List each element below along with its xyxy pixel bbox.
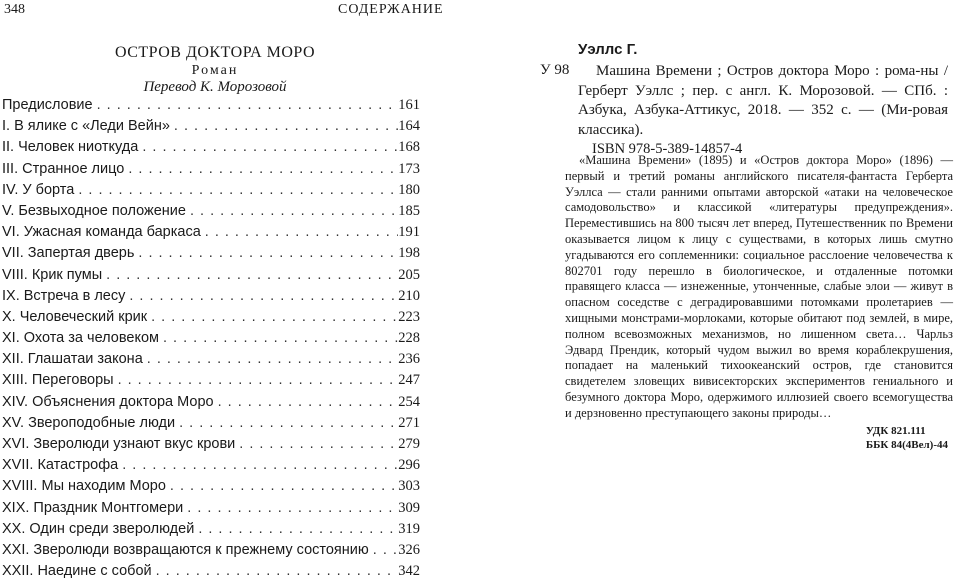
toc-entry-page: 309 bbox=[398, 499, 420, 516]
toc-leader-dots bbox=[194, 521, 398, 537]
toc-leader-dots bbox=[175, 415, 398, 431]
toc-entry-page: 342 bbox=[398, 563, 420, 580]
toc-entry-title: XVII. Катастрофа bbox=[2, 457, 119, 474]
toc-entry bbox=[2, 500, 420, 521]
toc-entry-page: 180 bbox=[398, 181, 420, 198]
toc-entry bbox=[2, 351, 420, 372]
toc-leader-dots bbox=[125, 288, 398, 304]
toc-entry-page: 303 bbox=[398, 478, 420, 495]
toc-leader-dots bbox=[369, 542, 398, 558]
toc-entry-title: XXII. Наедине с собой bbox=[2, 563, 152, 580]
toc-entry-page: 223 bbox=[398, 308, 420, 325]
work-title-block bbox=[0, 43, 430, 97]
toc-entry-title: XX. Один среди зверолюдей bbox=[2, 520, 195, 537]
toc-entry bbox=[2, 330, 420, 351]
toc-entry-page: 319 bbox=[398, 520, 420, 537]
toc-entry-title: VII. Запертая дверь bbox=[2, 245, 135, 262]
toc-entry-page: 296 bbox=[398, 457, 420, 474]
work-title: ОСТРОВ ДОКТОРА МОРО bbox=[114, 44, 316, 61]
toc-entry bbox=[2, 372, 420, 393]
toc-entry bbox=[2, 394, 420, 415]
toc-leader-dots bbox=[93, 97, 399, 113]
work-translator: Перевод К. Морозовой bbox=[143, 79, 287, 95]
toc-leader-dots bbox=[134, 245, 398, 261]
toc-entry-page: 326 bbox=[398, 541, 420, 558]
toc-leader-dots bbox=[102, 267, 398, 283]
toc-entry-page: 205 bbox=[398, 266, 420, 283]
toc-leader-dots bbox=[235, 436, 398, 452]
bbk-code: ББК 84(4Вел)-44 bbox=[865, 439, 948, 451]
toc-leader-dots bbox=[170, 118, 398, 134]
table-of-contents bbox=[2, 97, 420, 584]
classification-codes bbox=[866, 424, 948, 452]
isbn: ISBN 978-5-389-14857-4 bbox=[592, 141, 743, 157]
toc-entry-title: I. В ялике с «Леди Вейн» bbox=[2, 118, 170, 135]
toc-entry-page: 271 bbox=[398, 414, 420, 431]
toc-entry-page: 185 bbox=[398, 202, 420, 219]
toc-entry bbox=[2, 245, 420, 266]
toc-entry bbox=[2, 542, 420, 563]
imprint-code: У 98 bbox=[540, 62, 570, 78]
bibliographic-text: Машина Времени ; Остров доктора Моро : рома-ны / Герберт Уэллс ; пер. с англ. К. Морозовой. — СПб. : Азбука, Азбука-Аттикус, 2018. — 352 с. — (Ми-ровая классика). bbox=[578, 63, 948, 138]
toc-entry-title: II. Человек ниоткуда bbox=[2, 139, 139, 156]
toc-entry bbox=[2, 521, 420, 542]
toc-entry-page: 191 bbox=[398, 224, 420, 241]
toc-entry-title: XVI. Зверолюди узнают вкус крови bbox=[2, 436, 236, 452]
toc-entry bbox=[2, 224, 420, 245]
toc-entry bbox=[2, 415, 420, 436]
toc-leader-dots bbox=[143, 351, 398, 367]
left-page bbox=[0, 0, 444, 584]
annotation: «Машина Времени» (1895) и «Остров доктора Моро» (1896) — первый и третий романы английского писателя-фантаста Герберта Уэллса — стали ранними опытами авторской «атаки на человеческое самодовольство» и классикой «литературы предупреждения». Переместившись на 800 тысяч лет вперед, Путешественник по Времени оказывается лицом к лицу с существами, в которых лишь смутно угадываются его соплеменники: социальное расслоение человечества к 802701 году перешло в биологическое, и отдаленные потомки правящего класса — изнеженные, утонченные, слабые элои — живут в опасном соседстве с деградировавшими потомками пролетариев — хищными монстрами-морлоками, которые обитают под землей, в мире, полном всевозможных механизмов, но лишенном света… Чарльз Эдвард Прендик, который чудом выжил во время кораблекрушения, попадает на маленький тихоокеанский остров, где становится свидетелем зловещих вивисекторских экспериментов гениального и безумного доктора Моро, одержимого иллюзией своего всемогущества и дерзновенно преступающего законы природы… bbox=[565, 153, 953, 420]
toc-entry-title: XVIII. Мы находим Моро bbox=[2, 478, 166, 495]
toc-entry bbox=[2, 118, 420, 139]
toc-entry-title: XIII. Переговоры bbox=[2, 372, 114, 389]
toc-entry-page: 168 bbox=[398, 139, 420, 156]
toc-entry bbox=[2, 288, 420, 309]
running-head: СОДЕРЖАНИЕ bbox=[338, 2, 444, 17]
toc-entry-title: XIX. Праздник Монтгомери bbox=[2, 499, 184, 516]
toc-entry-page: 198 bbox=[398, 245, 420, 262]
toc-leader-dots bbox=[159, 330, 398, 346]
toc-entry-page: 161 bbox=[398, 97, 420, 113]
toc-leader-dots bbox=[201, 224, 398, 240]
toc-leader-dots bbox=[118, 457, 398, 473]
toc-entry-title: XXI. Зверолюди возвращаются к прежнему состоянию bbox=[2, 541, 369, 558]
page-number: 348 bbox=[4, 2, 25, 17]
toc-leader-dots bbox=[138, 139, 398, 155]
toc-entry-page: 164 bbox=[398, 118, 420, 135]
toc-entry bbox=[2, 309, 420, 330]
toc-entry-title: XII. Глашатаи закона bbox=[2, 351, 143, 368]
toc-entry bbox=[2, 436, 420, 457]
work-genre: Роман bbox=[191, 63, 239, 78]
toc-entry-title: V. Безвыходное положение bbox=[2, 202, 186, 219]
toc-entry-page: 247 bbox=[398, 372, 420, 389]
udk-code: УДК 821.111 bbox=[865, 425, 926, 437]
toc-entry-page: 228 bbox=[398, 330, 420, 347]
toc-entry-title: XV. Звероподобные люди bbox=[2, 414, 176, 431]
toc-entry-title: VI. Ужасная команда баркаса bbox=[2, 224, 201, 241]
toc-leader-dots bbox=[214, 394, 399, 410]
toc-entry-title: X. Человеческий крик bbox=[2, 308, 148, 325]
toc-entry-title: Предисловие bbox=[2, 97, 93, 113]
toc-entry-page: 173 bbox=[398, 160, 420, 177]
toc-entry-title: XIV. Объяснения доктора Моро bbox=[2, 393, 214, 410]
toc-leader-dots bbox=[186, 203, 398, 219]
toc-entry-page: 254 bbox=[398, 393, 420, 410]
toc-entry bbox=[2, 563, 420, 584]
toc-entry bbox=[2, 267, 420, 288]
toc-entry-title: IV. У борта bbox=[2, 181, 75, 198]
toc-entry-page: 210 bbox=[398, 287, 420, 304]
toc-entry bbox=[2, 478, 420, 499]
bibliographic-description bbox=[578, 62, 948, 140]
toc-entry-title: VIII. Крик пумы bbox=[2, 266, 103, 283]
toc-entry bbox=[2, 203, 420, 224]
toc-entry-title: IX. Встреча в лесу bbox=[2, 287, 126, 304]
toc-leader-dots bbox=[152, 563, 399, 579]
toc-leader-dots bbox=[147, 309, 398, 325]
toc-leader-dots bbox=[166, 478, 398, 494]
toc-entry-page: 279 bbox=[398, 436, 420, 452]
toc-entry bbox=[2, 139, 420, 160]
toc-entry bbox=[2, 161, 420, 182]
toc-entry-title: XI. Охота за человеком bbox=[2, 330, 159, 347]
toc-leader-dots bbox=[124, 161, 398, 177]
toc-entry bbox=[2, 182, 420, 203]
toc-leader-dots bbox=[183, 500, 398, 516]
toc-entry-page: 236 bbox=[398, 351, 420, 368]
toc-leader-dots bbox=[74, 182, 398, 198]
toc-entry bbox=[2, 457, 420, 478]
toc-entry bbox=[2, 97, 420, 118]
toc-leader-dots bbox=[114, 372, 399, 388]
toc-entry-title: III. Странное лицо bbox=[2, 160, 125, 177]
right-page bbox=[540, 0, 960, 584]
imprint-author: Уэллс Г. bbox=[578, 41, 638, 58]
